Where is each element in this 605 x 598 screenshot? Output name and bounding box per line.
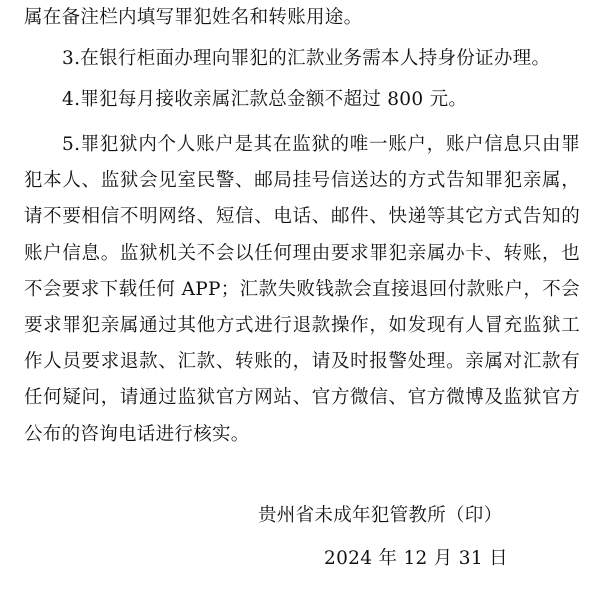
paragraph-item-4: 4.罪犯每月接收亲属汇款总金额不超过 800 元。 [62, 89, 468, 110]
paragraph-continuation: 属在备注栏内填写罪犯姓名和转账用途。 [24, 7, 363, 28]
paragraph-item-3: 3.在银行柜面办理向罪犯的汇款业务需本人持身份证办理。 [62, 48, 551, 69]
paragraph-item-5: 5.罪犯狱内个人账户是其在监狱的唯一账户，账户信息只由罪犯本人、监狱会见室民警、邮局挂号信送达的方式告知罪犯亲属，请不要相信不明网络、短信、电话、邮件、快递等其它方式告知的账户信息。监狱机关不会以任何理由要求罪犯亲属办卡、转账，也不会要求下载任何 APP；汇款失败钱款会直接退回付款账户，不会要求罪犯亲属通过其他方式进行退款操作，如发现有人冒充监狱工作人员要求退款、汇款、转账的，请及时报警处理。亲属对汇款有任何疑问，请通过监狱官方网站、官方微信、官方微博及监狱官方公布的咨询电话进行核实。 [24, 134, 580, 445]
issuer-signature: 贵州省未成年犯管教所（印） [258, 505, 503, 526]
issue-date: 2024 年 12 月 31 日 [324, 548, 508, 569]
